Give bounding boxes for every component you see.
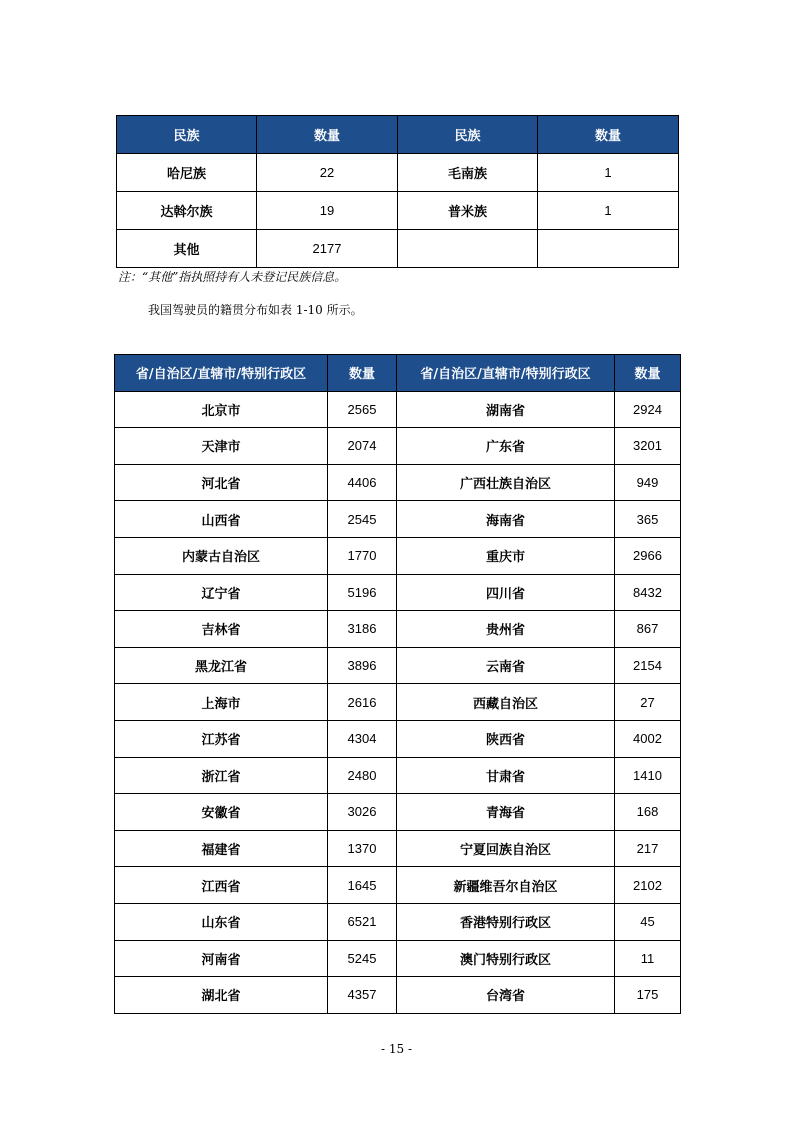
province-cell: 台湾省 bbox=[397, 977, 615, 1014]
table-row bbox=[115, 720, 681, 757]
province-cell: 江西省 bbox=[115, 867, 328, 904]
count-cell: 2565 bbox=[328, 391, 397, 428]
count-cell: 4304 bbox=[328, 720, 397, 757]
column-header: 省/自治区/直辖市/特别行政区 bbox=[397, 355, 615, 392]
province-cell: 天津市 bbox=[115, 428, 328, 465]
page-number: - 15 - bbox=[380, 1042, 412, 1056]
province-cell: 新疆维吾尔自治区 bbox=[397, 867, 615, 904]
province-cell: 贵州省 bbox=[397, 611, 615, 648]
count-cell: 19 bbox=[257, 192, 398, 230]
count-cell: 1 bbox=[538, 154, 679, 192]
province-cell: 云南省 bbox=[397, 647, 615, 684]
province-cell: 青海省 bbox=[397, 794, 615, 831]
province-cell: 福建省 bbox=[115, 830, 328, 867]
province-cell: 西藏自治区 bbox=[397, 684, 615, 721]
table-row bbox=[115, 537, 681, 574]
count-cell: 2074 bbox=[328, 428, 397, 465]
table-row bbox=[115, 574, 681, 611]
body-paragraph: 我国驾驶员的籍贯分布如表 1-10 所示。 bbox=[148, 303, 363, 317]
column-header: 数量 bbox=[615, 355, 681, 392]
ethnicity-table bbox=[116, 115, 679, 268]
table-row bbox=[115, 684, 681, 721]
count-cell: 5245 bbox=[328, 940, 397, 977]
province-cell: 浙江省 bbox=[115, 757, 328, 794]
province-table bbox=[114, 354, 681, 1014]
table-row bbox=[117, 230, 679, 268]
count-cell: 1410 bbox=[615, 757, 681, 794]
ethnicity-cell: 达斡尔族 bbox=[117, 192, 257, 230]
province-cell: 四川省 bbox=[397, 574, 615, 611]
province-cell: 湖南省 bbox=[397, 391, 615, 428]
table-header-row bbox=[117, 116, 679, 154]
province-cell: 黑龙江省 bbox=[115, 647, 328, 684]
count-cell: 2154 bbox=[615, 647, 681, 684]
count-cell: 1645 bbox=[328, 867, 397, 904]
province-cell: 吉林省 bbox=[115, 611, 328, 648]
count-cell: 1370 bbox=[328, 830, 397, 867]
count-cell: 3896 bbox=[328, 647, 397, 684]
province-cell: 广西壮族自治区 bbox=[397, 464, 615, 501]
table-row bbox=[115, 903, 681, 940]
count-cell: 2616 bbox=[328, 684, 397, 721]
province-cell: 澳门特别行政区 bbox=[397, 940, 615, 977]
count-cell: 1770 bbox=[328, 537, 397, 574]
count-cell bbox=[538, 230, 679, 268]
count-cell: 2924 bbox=[615, 391, 681, 428]
count-cell: 1 bbox=[538, 192, 679, 230]
table-row bbox=[117, 192, 679, 230]
province-cell: 甘肃省 bbox=[397, 757, 615, 794]
count-cell: 27 bbox=[615, 684, 681, 721]
province-cell: 内蒙古自治区 bbox=[115, 537, 328, 574]
count-cell: 3201 bbox=[615, 428, 681, 465]
count-cell: 3026 bbox=[328, 794, 397, 831]
province-cell: 宁夏回族自治区 bbox=[397, 830, 615, 867]
ethnicity-cell bbox=[398, 230, 538, 268]
count-cell: 867 bbox=[615, 611, 681, 648]
province-cell: 安徽省 bbox=[115, 794, 328, 831]
count-cell: 2545 bbox=[328, 501, 397, 538]
count-cell: 365 bbox=[615, 501, 681, 538]
column-header: 数量 bbox=[257, 116, 398, 154]
table-row bbox=[117, 154, 679, 192]
table-row bbox=[115, 867, 681, 904]
province-cell: 上海市 bbox=[115, 684, 328, 721]
province-cell: 重庆市 bbox=[397, 537, 615, 574]
table-header-row bbox=[115, 355, 681, 392]
count-cell: 22 bbox=[257, 154, 398, 192]
count-cell: 2966 bbox=[615, 537, 681, 574]
count-cell: 6521 bbox=[328, 903, 397, 940]
count-cell: 175 bbox=[615, 977, 681, 1014]
province-cell: 广东省 bbox=[397, 428, 615, 465]
count-cell: 5196 bbox=[328, 574, 397, 611]
table-row bbox=[115, 464, 681, 501]
count-cell: 2102 bbox=[615, 867, 681, 904]
table-row bbox=[115, 794, 681, 831]
table-row bbox=[115, 647, 681, 684]
count-cell: 168 bbox=[615, 794, 681, 831]
count-cell: 949 bbox=[615, 464, 681, 501]
ethnicity-cell: 普米族 bbox=[398, 192, 538, 230]
column-header: 民族 bbox=[117, 116, 257, 154]
count-cell: 4406 bbox=[328, 464, 397, 501]
province-cell: 山东省 bbox=[115, 903, 328, 940]
ethnicity-cell: 哈尼族 bbox=[117, 154, 257, 192]
table-row bbox=[115, 977, 681, 1014]
count-cell: 3186 bbox=[328, 611, 397, 648]
province-cell: 香港特别行政区 bbox=[397, 903, 615, 940]
province-cell: 河北省 bbox=[115, 464, 328, 501]
column-header: 省/自治区/直辖市/特别行政区 bbox=[115, 355, 328, 392]
table-row bbox=[115, 501, 681, 538]
province-cell: 江苏省 bbox=[115, 720, 328, 757]
province-cell: 湖北省 bbox=[115, 977, 328, 1014]
table-row bbox=[115, 830, 681, 867]
province-cell: 山西省 bbox=[115, 501, 328, 538]
column-header: 数量 bbox=[538, 116, 679, 154]
province-cell: 陕西省 bbox=[397, 720, 615, 757]
count-cell: 4002 bbox=[615, 720, 681, 757]
ethnicity-cell: 其他 bbox=[117, 230, 257, 268]
count-cell: 217 bbox=[615, 830, 681, 867]
count-cell: 4357 bbox=[328, 977, 397, 1014]
count-cell: 45 bbox=[615, 903, 681, 940]
column-header: 民族 bbox=[398, 116, 538, 154]
table-row bbox=[115, 391, 681, 428]
province-cell: 海南省 bbox=[397, 501, 615, 538]
count-cell: 11 bbox=[615, 940, 681, 977]
table-row bbox=[115, 611, 681, 648]
count-cell: 2177 bbox=[257, 230, 398, 268]
count-cell: 8432 bbox=[615, 574, 681, 611]
province-cell: 辽宁省 bbox=[115, 574, 328, 611]
province-cell: 河南省 bbox=[115, 940, 328, 977]
table-row bbox=[115, 940, 681, 977]
province-cell: 北京市 bbox=[115, 391, 328, 428]
province-table-body bbox=[115, 391, 681, 1013]
table-row bbox=[115, 428, 681, 465]
table9-note: 注：“其他”指执照持有人未登记民族信息。 bbox=[118, 270, 347, 284]
table-row bbox=[115, 757, 681, 794]
column-header: 数量 bbox=[328, 355, 397, 392]
count-cell: 2480 bbox=[328, 757, 397, 794]
ethnicity-cell: 毛南族 bbox=[398, 154, 538, 192]
